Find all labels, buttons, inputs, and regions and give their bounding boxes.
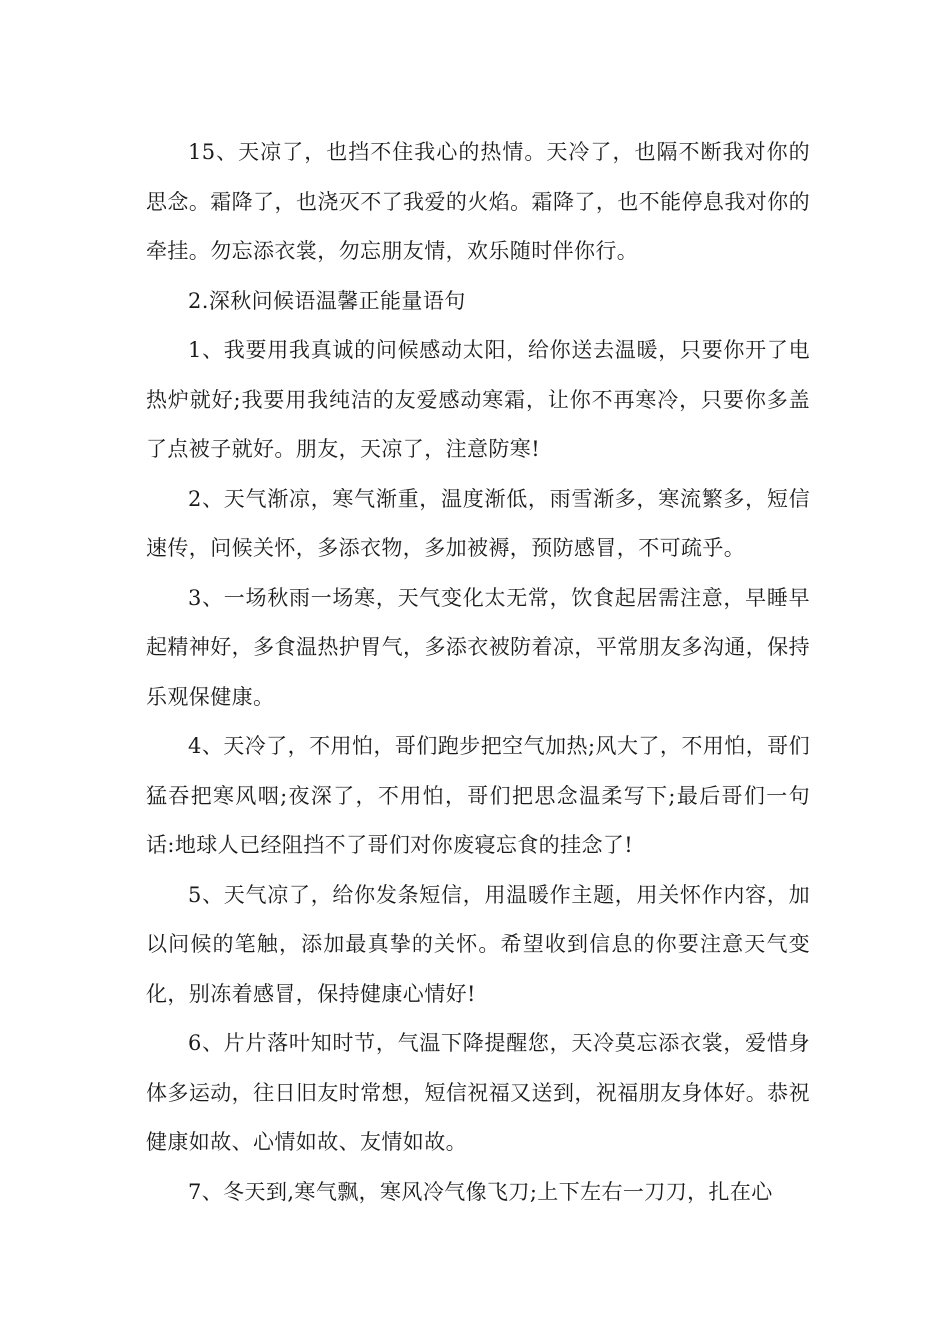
document-page (146, 128, 810, 1217)
paragraph-3: 3、一场秋雨一场寒，天气变化太无常，饮食起居需注意，早睡早起精神好，多食温热护胃气，多添衣被防着凉，平常朋友多沟通，保持乐观保健康。 (146, 585, 810, 709)
paragraph-15: 15、天凉了，也挡不住我心的热情。天冷了，也隔不断我对你的思念。霜降了，也浇灭不了我爱的火焰。霜降了，也不能停息我对你的牵挂。勿忘添衣裳，勿忘朋友情，欢乐随时伴你行。 (146, 140, 810, 263)
paragraph-2: 2、天气渐凉，寒气渐重，温度渐低，雨雪渐多，寒流繁多，短信速传，问候关怀，多添衣物，多加被褥，预防感冒，不可疏乎。 (146, 486, 810, 560)
paragraph-6: 6、片片落叶知时节，气温下降提醒您，天冷莫忘添衣裳，爱惜身体多运动，往日旧友时常想，短信祝福又送到，祝福朋友身体好。恭祝健康如故、心情如故、友情如故。 (146, 1031, 810, 1154)
paragraph-7: 7、冬天到,寒气飘，寒风冷气像飞刀;上下左右一刀刀，扎在心 (188, 1179, 773, 1204)
paragraph-4: 4、天冷了，不用怕，哥们跑步把空气加热;风大了，不用怕，哥们猛吞把寒风咽;夜深了，不用怕，哥们把思念温柔写下;最后哥们一句话:地球人已经阻挡不了哥们对你废寝忘食的挂念了! (146, 734, 810, 857)
paragraph-1: 1、我要用我真诚的问候感动太阳，给你送去温暖，只要你开了电热炉就好;我要用我纯洁的友爱感动寒霜，让你不再寒冷，只要你多盖了点被子就好。朋友，天凉了，注意防寒! (146, 338, 810, 461)
paragraph-5: 5、天气凉了，给你发条短信，用温暖作主题，用关怀作内容，加以问候的笔触，添加最真挚的关怀。希望收到信息的你要注意天气变化，别冻着感冒，保持健康心情好! (146, 882, 810, 1006)
section-heading: 2.深秋问候语温馨正能量语句 (188, 288, 466, 313)
